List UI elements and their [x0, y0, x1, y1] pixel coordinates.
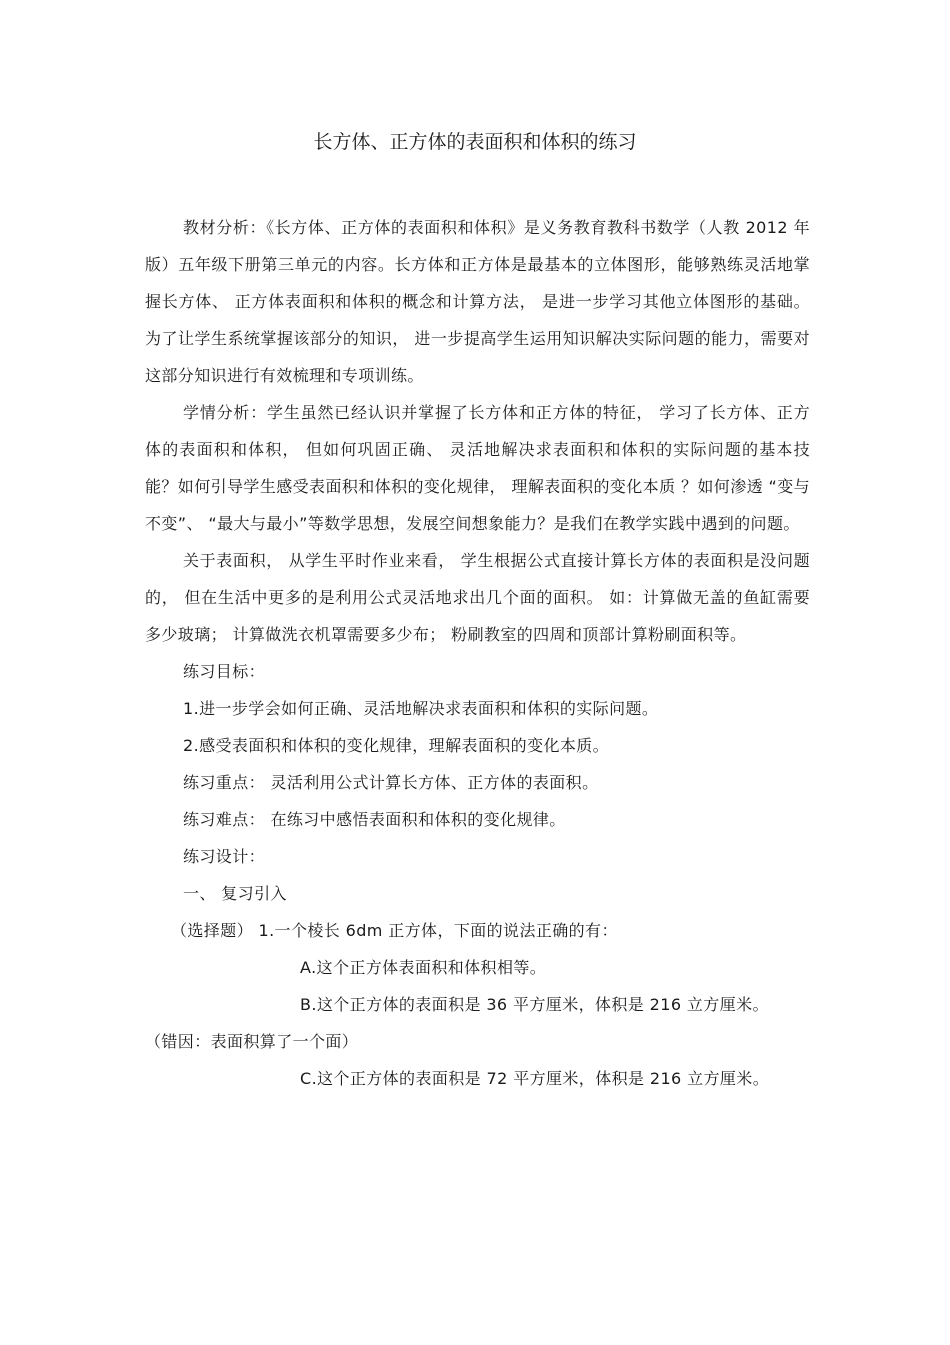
material-analysis-paragraph: 教材分析：《长方体、正方体的表面积和体积》是义务教育教科书数学（人教 2012 年版）五年级下册第三单元的内容。长方体和正方体是最基本的立体图形，能够熟练灵活地掌握长方体、 正方体表面积和体积的概念和计算方法， 是进一步学习其他立体图形的基础。 为了让学生系统掌握该部分的知识， 进一步提高学生运用知识解决实际问题的能力，需要对这部分知识进行有效梳理和专项训练。	[145, 218, 810, 385]
document-title: 长方体、正方体的表面积和体积的练习	[313, 131, 637, 153]
student-analysis-paragraph: 学情分析：学生虽然已经认识并掌握了长方体和正方体的特征， 学习了长方体、正方体的表面积和体积， 但如何巩固正确、 灵活地解决求表面积和体积的实际问题的基本技能？如何引导学生感受表面积和体积的变化规律， 理解表面积的变化本质 ？如何渗透 “变与不变”、 “最大与最小”等数学思想，发展空间想象能力？是我们在教学实践中遇到的问题。	[145, 403, 810, 533]
practice-focus: 练习重点： 灵活利用公式计算长方体、正方体的表面积。	[183, 773, 599, 792]
option-c: C.这个正方体的表面积是 72 平方厘米，体积是 216 立方厘米。	[300, 1069, 770, 1088]
option-b: B.这个正方体的表面积是 36 平方厘米，体积是 216 立方厘米。	[300, 995, 769, 1014]
surface-area-paragraph: 关于表面积， 从学生平时作业来看， 学生根据公式直接计算长方体的表面积是没问题的， 但在生活中更多的是利用公式灵活地求出几个面的面积。 如：计算做无盖的鱼缸需要多少玻璃； 计算做洗衣机罩需要多少布； 粉刷教室的四周和顶部计算粉刷面积等。	[145, 551, 810, 644]
goal-item-2: 2.感受表面积和体积的变化规律，理解表面积的变化本质。	[183, 736, 610, 755]
practice-difficulty: 练习难点： 在练习中感悟表面积和体积的变化规律。	[183, 810, 566, 829]
goals-heading: 练习目标：	[183, 662, 266, 681]
goal-item-1: 1.进一步学会如何正确、灵活地解决求表面积和体积的实际问题。	[183, 699, 659, 718]
option-a: A.这个正方体表面积和体积相等。	[300, 958, 547, 977]
section-one-heading: 一、 复习引入	[183, 884, 287, 903]
practice-design-heading: 练习设计：	[183, 847, 266, 866]
document-body	[145, 209, 810, 1097]
question-stem: （选择题） 1.一个棱长 6dm 正方体，下面的说法正确的有：	[171, 921, 618, 940]
option-b-note: （错因：表面积算了一个面）	[145, 1032, 359, 1051]
